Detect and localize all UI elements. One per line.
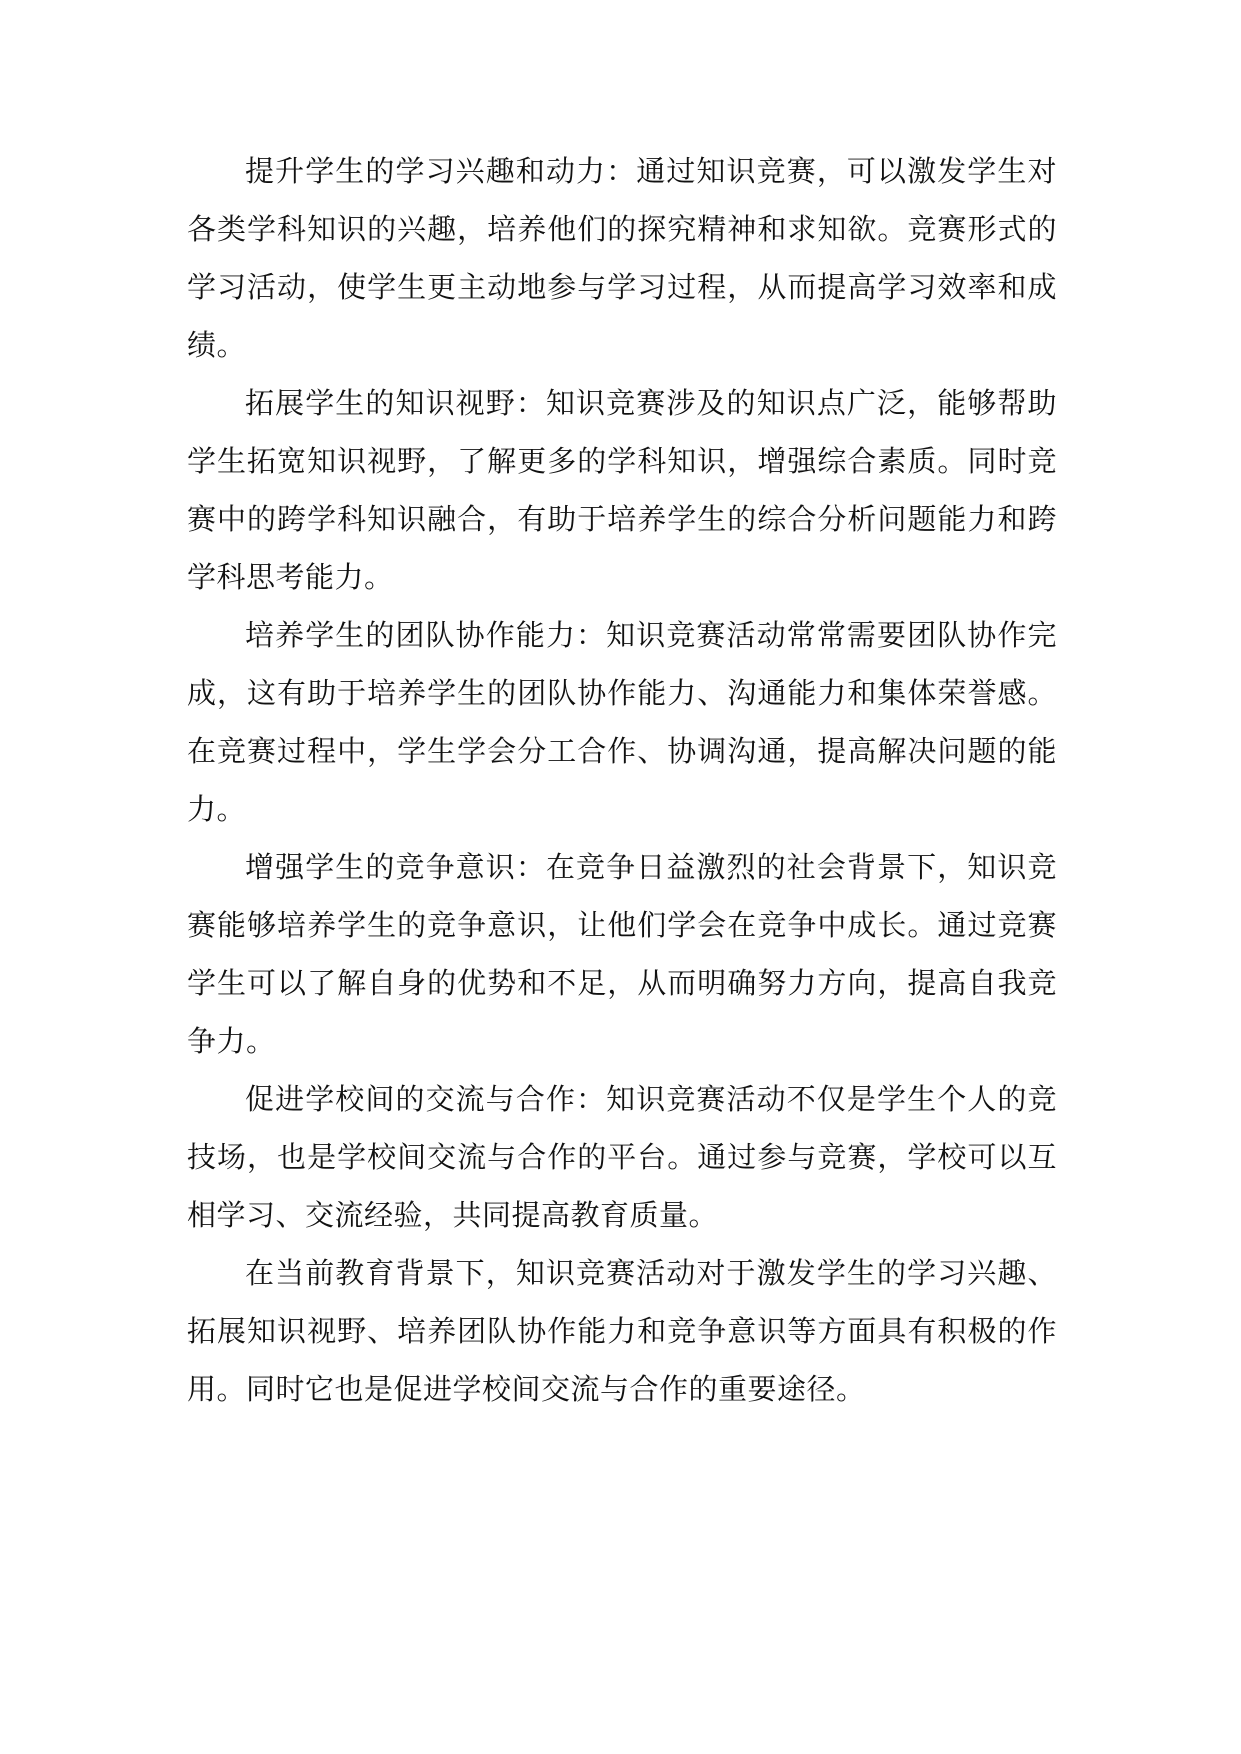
paragraph-conclusion: 在当前教育背景下，知识竞赛活动对于激发学生的学习兴趣、拓展知识视野、培养团队协作能力和竞争意识等方面具有积极的作用。同时它也是促进学校间交流与合作的重要途径。: [187, 1256, 1057, 1406]
paragraph-teamwork: 培养学生的团队协作能力：知识竞赛活动常常需要团队协作完成，这有助于培养学生的团队协作能力、沟通能力和集体荣誉感。在竞赛过程中，学生学会分工合作、协调沟通，提高解决问题的能力。: [187, 618, 1057, 826]
paragraph-learning-interest: 提升学生的学习兴趣和动力：通过知识竞赛，可以激发学生对各类学科知识的兴趣，培养他们的探究精神和求知欲。竞赛形式的学习活动，使学生更主动地参与学习过程，从而提高学习效率和成绩。: [187, 154, 1057, 362]
paragraph-competition-awareness: 增强学生的竞争意识：在竞争日益激烈的社会背景下，知识竞赛能够培养学生的竞争意识，让他们学会在竞争中成长。通过竞赛学生可以了解自身的优势和不足，从而明确努力方向，提高自我竞争力。: [187, 850, 1057, 1058]
document-body: [187, 142, 1057, 1418]
paragraph-knowledge-horizon: 拓展学生的知识视野：知识竞赛涉及的知识点广泛，能够帮助学生拓宽知识视野，了解更多的学科知识，增强综合素质。同时竞赛中的跨学科知识融合，有助于培养学生的综合分析问题能力和跨学科思考能力。: [187, 386, 1057, 594]
paragraph-school-exchange: 促进学校间的交流与合作：知识竞赛活动不仅是学生个人的竞技场，也是学校间交流与合作的平台。通过参与竞赛，学校可以互相学习、交流经验，共同提高教育质量。: [187, 1082, 1057, 1232]
